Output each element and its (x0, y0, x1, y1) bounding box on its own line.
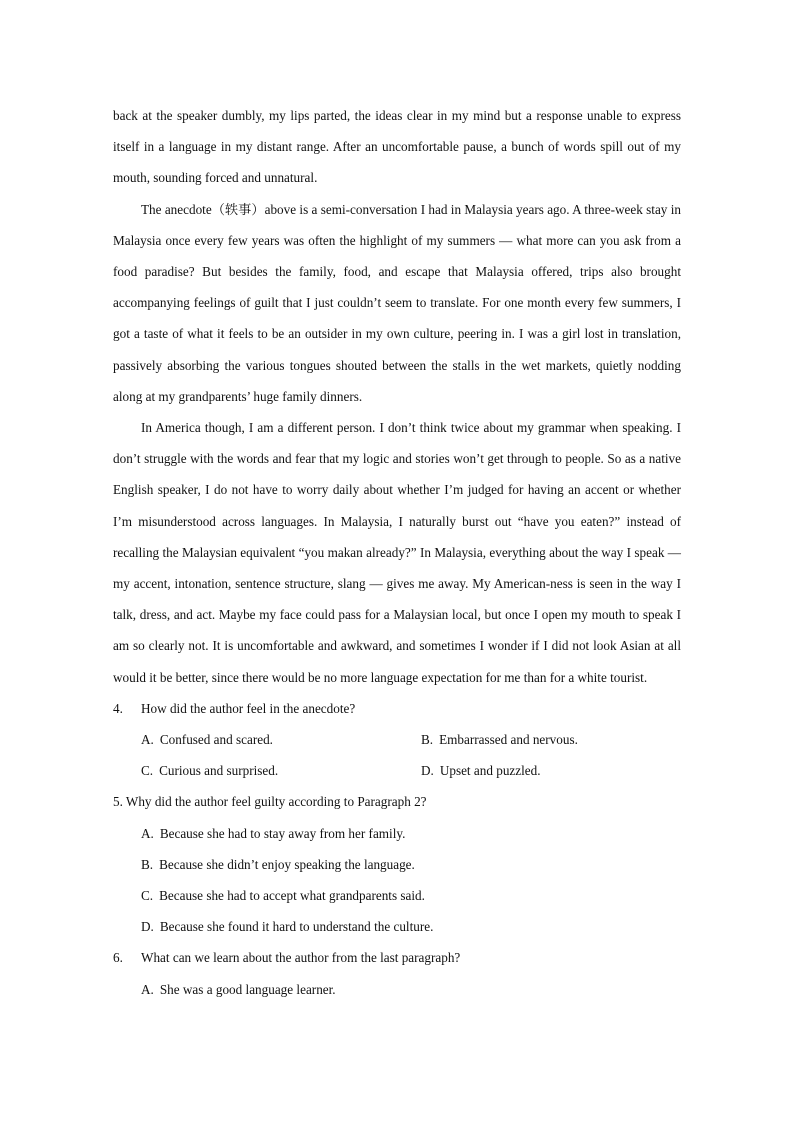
option-letter: C. (141, 887, 154, 903)
question-5-option-a[interactable] (113, 818, 681, 849)
option-text: Confused and scared. (159, 732, 273, 748)
option-text: Because she had to stay away from her family. (159, 825, 406, 841)
question-4-option-a[interactable] (141, 724, 421, 755)
option-letter: D. (421, 763, 434, 779)
document-page (113, 100, 681, 1005)
passage-paragraph-2: The anecdote（轶事）above is a semi-conversation I had in Malaysia years ago. A three-week stay in Malaysia once every few years was often the highlight of my summers — what more can you ask from a food paradise? But besides the family, food, and escape that Malaysia offered, trips also brought accompanying feelings of guilt that I just couldn’t seem to translate. For one month every few summers, I got a taste of what it feels to be an outsider in my own culture, peering in. I was a girl lost in translation, passively absorbing the various tongues shouted between the stalls in the wet markets, quietly nodding along at my grandparents’ huge family dinners. (113, 201, 681, 404)
question-5-option-c[interactable] (113, 880, 681, 911)
question-5-option-b[interactable] (113, 849, 681, 880)
option-letter: B. (141, 856, 154, 872)
passage-paragraph-3: In America though, I am a different person. I don’t think twice about my grammar when speaking. I don’t struggle with the words and fear that my logic and stories won’t get through to people. So as a native English speaker, I do not have to worry daily about whether I’m judged for having an accent or whether I’m misunderstood across languages. In Malaysia, I naturally burst out “have you eaten?” instead of recalling the Malaysian equivalent “you makan already?” In Malaysia, everything about the way I speak — my accent, intonation, sentence structure, slang — gives me away. My American-ness is seen in the way I talk, dress, and act. Maybe my face could pass for a Malaysian local, but once I open my mouth to speak I am so clearly not. It is uncomfortable and awkward, and sometimes I wonder if I did not look Asian at all would it be better, since there would be no more language expectation for me than for a white tourist. (113, 420, 681, 685)
passage-paragraph-1: back at the speaker dumbly, my lips parted, the ideas clear in my mind but a response unable to express itself in a language in my distant range. After an uncomfortable pause, a bunch of words spill out of my mouth, sounding forced and unnatural. (113, 108, 681, 186)
option-text: Because she didn’t enjoy speaking the language. (159, 856, 415, 872)
option-letter: A. (141, 825, 154, 841)
question-6-text: What can we learn about the author from the last paragraph? (141, 950, 461, 966)
option-letter: B. (421, 732, 434, 748)
question-5 (113, 786, 681, 817)
option-text: Because she found it hard to understand the culture. (159, 919, 434, 935)
option-text: Curious and surprised. (159, 763, 279, 779)
question-4-option-c[interactable] (141, 755, 421, 786)
question-6-option-a[interactable] (113, 974, 681, 1005)
question-4-options-row-1 (113, 724, 681, 755)
question-4-number: 4. (113, 700, 123, 716)
question-5-option-d[interactable] (113, 911, 681, 942)
question-4-option-d[interactable] (421, 755, 541, 786)
option-text: Embarrassed and nervous. (439, 732, 578, 748)
option-letter: D. (141, 919, 154, 935)
option-text: She was a good language learner. (159, 981, 336, 997)
question-5-text: Why did the author feel guilty according to Paragraph 2? (125, 794, 427, 810)
option-letter: A. (141, 981, 154, 997)
option-text: Because she had to accept what grandparents said. (159, 887, 425, 903)
question-5-number: 5. (113, 794, 123, 810)
question-4-option-b[interactable] (421, 724, 578, 755)
question-6 (113, 942, 681, 973)
question-4-text: How did the author feel in the anecdote? (141, 700, 356, 716)
question-4-options-row-2 (113, 755, 681, 786)
question-4 (113, 693, 681, 724)
option-letter: C. (141, 763, 154, 779)
option-letter: A. (141, 732, 154, 748)
question-6-number: 6. (113, 950, 123, 966)
option-text: Upset and puzzled. (439, 763, 541, 779)
